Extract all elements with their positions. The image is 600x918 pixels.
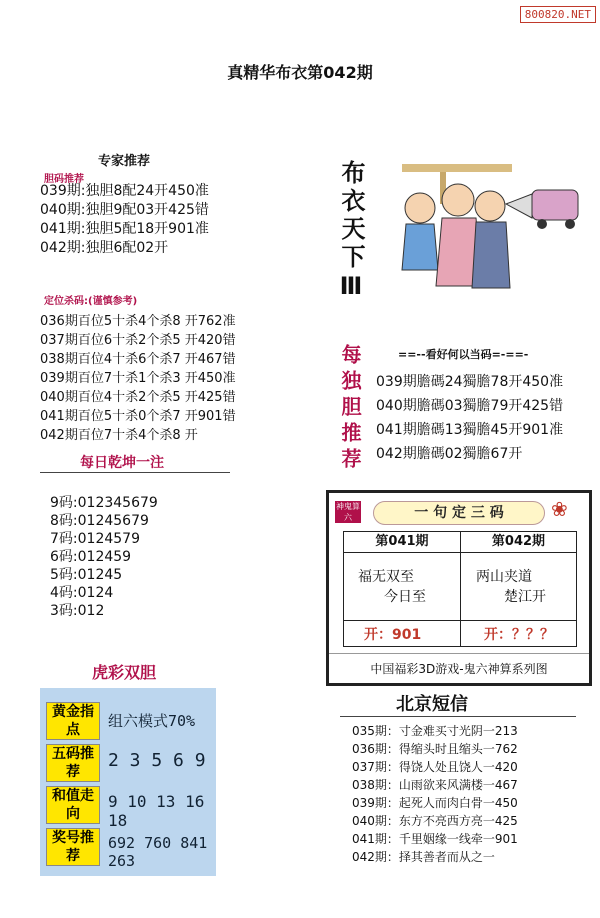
col2-line2: 楚江开 xyxy=(504,589,546,605)
col1-line2: 今日至 xyxy=(384,589,426,605)
expert-list xyxy=(40,182,209,258)
list-item: 040期:独胆9配03开425错 xyxy=(40,202,209,218)
label-cell: 五码推荐 xyxy=(46,744,100,782)
one-sentence-box xyxy=(326,490,592,686)
value-cell: 9 10 13 16 18 xyxy=(108,792,205,830)
col1-line1: 福无双至 xyxy=(358,569,414,585)
label-cell: 和值走向 xyxy=(46,786,100,824)
each-single-title: 每独胆推荐 xyxy=(338,344,362,474)
list-item: 042期膽碼02獨膽67开 xyxy=(376,446,523,462)
beijing-list xyxy=(352,722,518,866)
col2-open: 开：？？？ xyxy=(484,627,554,643)
list-item: 036期百位5十杀4个杀8 开762准 xyxy=(40,314,236,329)
list-item: 042期：择其善者而从之一 xyxy=(352,850,495,864)
each-single-list xyxy=(376,370,563,466)
list-item: 035期：寸金难买寸光阴一213 xyxy=(352,724,518,738)
list-item: 040期：东方不亮西方亮一425 xyxy=(352,814,518,828)
page-title: 真精华布衣第042期 xyxy=(227,63,373,82)
banner: 一 句 定 三 码 xyxy=(373,501,545,525)
value-cell: 组六模式70% xyxy=(108,712,196,730)
daily-heading: 每日乾坤一注 xyxy=(80,455,164,471)
tiger-box xyxy=(40,688,216,876)
list-item: 3码:012 xyxy=(50,603,105,619)
col1-head: 第041期 xyxy=(344,532,461,553)
list-item: 037期：得饶人处且饶人一420 xyxy=(352,760,518,774)
list-item: 038期：山雨欲来风满楼一467 xyxy=(352,778,518,792)
list-item: 9码:012345679 xyxy=(50,495,158,511)
list-item: 036期：得缩头时且缩头一762 xyxy=(352,742,518,756)
cartoon-title: 布衣天下Ⅲ xyxy=(337,160,365,304)
list-item: 042期:独胆6配02开 xyxy=(40,240,169,256)
list-item: 6码:012459 xyxy=(50,549,132,565)
list-item: 039期：起死人而肉白骨一450 xyxy=(352,796,518,810)
list-item: 041期：千里姻缘一线牵一901 xyxy=(352,832,518,846)
list-item: 039期百位7十杀1个杀3 开450准 xyxy=(40,371,236,386)
value-cell: 692 760 841 263 xyxy=(108,834,208,870)
cartoon-illustration xyxy=(372,160,586,300)
list-item: 7码:0124579 xyxy=(50,531,140,547)
label-cell: 奖号推荐 xyxy=(46,828,100,866)
position-kill-list xyxy=(40,312,236,445)
list-item: 041期膽碼13獨膽45开901准 xyxy=(376,422,564,438)
list-item: 041期:独胆5配18开901准 xyxy=(40,221,209,237)
expert-heading: 专家推荐 xyxy=(98,154,151,169)
riddle-table xyxy=(343,531,577,647)
col2-head: 第042期 xyxy=(461,532,576,553)
badge: 神鬼算六 xyxy=(336,502,360,522)
list-item: 041期百位5十杀0个杀7 开901错 xyxy=(40,409,236,424)
site-watermark: 800820.NET xyxy=(520,6,596,23)
divider xyxy=(340,716,576,717)
value-cell: 2 3 5 6 9 xyxy=(108,750,206,771)
list-item: 8码:01245679 xyxy=(50,513,149,529)
col2-line1: 两山夹道 xyxy=(476,569,532,585)
each-single-heading: ==--看好何以当码=-==- xyxy=(398,348,529,361)
beijing-heading: 北京短信 xyxy=(396,694,468,715)
divider xyxy=(460,552,461,646)
position-kill-tag: 定位杀码:(谨慎参考) xyxy=(44,296,138,307)
list-item: 039期:独胆8配24开450准 xyxy=(40,183,209,199)
list-item: 038期百位4十杀6个杀7 开467错 xyxy=(40,352,236,367)
expert-tag: 胆码推荐 xyxy=(44,174,84,185)
box-footer: 中国福彩3D游戏-鬼六神算系列图 xyxy=(329,653,589,677)
list-item: 039期膽碼24獨膽78开450准 xyxy=(376,374,564,390)
ornament-icon: ❀ xyxy=(551,497,568,521)
daily-list xyxy=(50,494,158,620)
list-item: 040期膽碼03獨膽79开425错 xyxy=(376,398,564,414)
list-item: 037期百位6十杀2个杀5 开420错 xyxy=(40,333,236,348)
list-item: 042期百位7十杀4个杀8 开 xyxy=(40,428,198,443)
label-cell: 黄金指点 xyxy=(46,702,100,740)
tiger-heading: 虎彩双胆 xyxy=(92,663,157,682)
list-item: 5码:01245 xyxy=(50,567,123,583)
col1-open: 开：901 xyxy=(364,627,422,643)
divider xyxy=(40,472,230,473)
list-item: 4码:0124 xyxy=(50,585,114,601)
divider xyxy=(344,620,576,621)
list-item: 040期百位4十杀2个杀5 开425错 xyxy=(40,390,236,405)
